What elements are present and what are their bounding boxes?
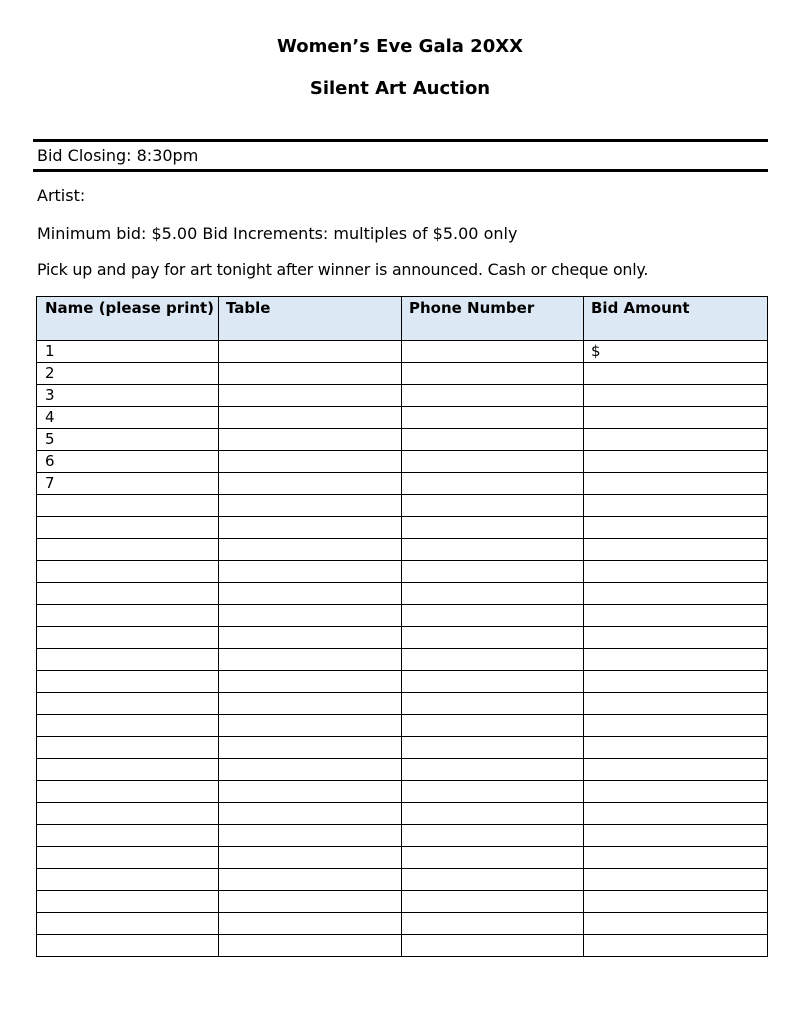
name-cell[interactable] bbox=[37, 517, 219, 539]
table-cell[interactable] bbox=[219, 341, 402, 363]
name-cell[interactable] bbox=[37, 539, 219, 561]
phone-cell[interactable] bbox=[402, 451, 584, 473]
name-cell[interactable] bbox=[37, 913, 219, 935]
table-cell[interactable] bbox=[219, 627, 402, 649]
table-row bbox=[37, 451, 768, 473]
phone-cell[interactable] bbox=[402, 869, 584, 891]
table-row bbox=[37, 429, 768, 451]
bid-closing-text: Bid Closing: 8:30pm bbox=[37, 146, 199, 165]
bid-amount-cell[interactable] bbox=[584, 385, 768, 407]
table-cell[interactable] bbox=[219, 737, 402, 759]
phone-cell[interactable] bbox=[402, 561, 584, 583]
name-cell[interactable] bbox=[37, 583, 219, 605]
phone-cell[interactable] bbox=[402, 429, 584, 451]
table-row bbox=[37, 671, 768, 693]
table-row bbox=[37, 385, 768, 407]
table-row bbox=[37, 539, 768, 561]
name-cell[interactable] bbox=[37, 737, 219, 759]
column-header-name: Name (please print) bbox=[37, 297, 219, 341]
bid-amount-cell[interactable] bbox=[584, 715, 768, 737]
phone-cell[interactable] bbox=[402, 341, 584, 363]
table-row bbox=[37, 583, 768, 605]
bid-amount-cell[interactable] bbox=[584, 627, 768, 649]
table-row bbox=[37, 715, 768, 737]
phone-cell[interactable] bbox=[402, 363, 584, 385]
pickup-instructions: Pick up and pay for art tonight after winner is announced. Cash or cheque only. bbox=[37, 260, 649, 279]
phone-cell[interactable] bbox=[402, 693, 584, 715]
divider-bottom bbox=[33, 169, 768, 172]
name-cell[interactable]: 2 bbox=[37, 363, 219, 385]
bid-amount-cell[interactable] bbox=[584, 495, 768, 517]
bid-amount-cell[interactable] bbox=[584, 363, 768, 385]
table-row bbox=[37, 649, 768, 671]
table-row bbox=[37, 759, 768, 781]
table-cell[interactable] bbox=[219, 803, 402, 825]
name-cell[interactable] bbox=[37, 803, 219, 825]
name-cell[interactable] bbox=[37, 847, 219, 869]
table-cell[interactable] bbox=[219, 517, 402, 539]
bid-table-header bbox=[37, 297, 768, 341]
bid-amount-cell[interactable] bbox=[584, 605, 768, 627]
name-cell[interactable] bbox=[37, 495, 219, 517]
phone-cell[interactable] bbox=[402, 825, 584, 847]
phone-cell[interactable] bbox=[402, 715, 584, 737]
bid-amount-cell[interactable] bbox=[584, 891, 768, 913]
table-row bbox=[37, 781, 768, 803]
table-row bbox=[37, 803, 768, 825]
bid-amount-cell[interactable] bbox=[584, 737, 768, 759]
bid-amount-cell[interactable] bbox=[584, 649, 768, 671]
phone-cell[interactable] bbox=[402, 671, 584, 693]
table-cell[interactable] bbox=[219, 385, 402, 407]
phone-cell[interactable] bbox=[402, 517, 584, 539]
table-cell[interactable] bbox=[219, 451, 402, 473]
phone-cell[interactable] bbox=[402, 583, 584, 605]
phone-cell[interactable] bbox=[402, 649, 584, 671]
table-row bbox=[37, 561, 768, 583]
table-cell[interactable] bbox=[219, 495, 402, 517]
bid-amount-cell[interactable] bbox=[584, 407, 768, 429]
table-cell[interactable] bbox=[219, 935, 402, 957]
bid-amount-cell[interactable]: $ bbox=[584, 341, 768, 363]
name-cell[interactable]: 4 bbox=[37, 407, 219, 429]
phone-cell[interactable] bbox=[402, 803, 584, 825]
table-row bbox=[37, 737, 768, 759]
column-header-table: Table bbox=[219, 297, 402, 341]
bid-amount-cell[interactable] bbox=[584, 759, 768, 781]
table-cell[interactable] bbox=[219, 473, 402, 495]
bid-amount-cell[interactable] bbox=[584, 583, 768, 605]
page-subtitle: Silent Art Auction bbox=[309, 78, 491, 99]
bid-amount-cell[interactable] bbox=[584, 935, 768, 957]
table-row bbox=[37, 935, 768, 957]
bid-amount-cell[interactable] bbox=[584, 693, 768, 715]
bid-amount-cell[interactable] bbox=[584, 869, 768, 891]
table-cell[interactable] bbox=[219, 363, 402, 385]
table-row bbox=[37, 869, 768, 891]
table-row bbox=[37, 517, 768, 539]
name-cell[interactable] bbox=[37, 891, 219, 913]
table-row bbox=[37, 847, 768, 869]
table-row bbox=[37, 627, 768, 649]
phone-cell[interactable] bbox=[402, 407, 584, 429]
name-cell[interactable]: 5 bbox=[37, 429, 219, 451]
bid-amount-cell[interactable] bbox=[584, 671, 768, 693]
table-cell[interactable] bbox=[219, 671, 402, 693]
name-cell[interactable] bbox=[37, 825, 219, 847]
bid-amount-cell[interactable] bbox=[584, 825, 768, 847]
minimum-bid-text: Minimum bid: $5.00 Bid Increments: multiples of $5.00 only bbox=[37, 224, 518, 243]
bid-amount-cell[interactable] bbox=[584, 847, 768, 869]
name-cell[interactable]: 1 bbox=[37, 341, 219, 363]
table-cell[interactable] bbox=[219, 429, 402, 451]
table-row bbox=[37, 825, 768, 847]
phone-cell[interactable] bbox=[402, 737, 584, 759]
name-cell[interactable] bbox=[37, 627, 219, 649]
table-cell[interactable] bbox=[219, 869, 402, 891]
name-cell[interactable] bbox=[37, 561, 219, 583]
bid-amount-cell[interactable] bbox=[584, 781, 768, 803]
table-row bbox=[37, 693, 768, 715]
table-cell[interactable] bbox=[219, 583, 402, 605]
name-cell[interactable] bbox=[37, 869, 219, 891]
table-cell[interactable] bbox=[219, 781, 402, 803]
name-cell[interactable] bbox=[37, 649, 219, 671]
table-row bbox=[37, 407, 768, 429]
divider-top bbox=[33, 139, 768, 142]
phone-cell[interactable] bbox=[402, 495, 584, 517]
bid-table bbox=[36, 296, 768, 957]
table-cell[interactable] bbox=[219, 759, 402, 781]
phone-cell[interactable] bbox=[402, 539, 584, 561]
table-cell[interactable] bbox=[219, 561, 402, 583]
bid-amount-cell[interactable] bbox=[584, 539, 768, 561]
name-cell[interactable]: 6 bbox=[37, 451, 219, 473]
column-header-phone: Phone Number bbox=[402, 297, 584, 341]
name-cell[interactable] bbox=[37, 759, 219, 781]
name-cell[interactable] bbox=[37, 693, 219, 715]
table-cell[interactable] bbox=[219, 605, 402, 627]
column-header-bid-amount: Bid Amount bbox=[584, 297, 768, 341]
table-row bbox=[37, 363, 768, 385]
phone-cell[interactable] bbox=[402, 781, 584, 803]
phone-cell[interactable] bbox=[402, 759, 584, 781]
phone-cell[interactable] bbox=[402, 891, 584, 913]
table-row bbox=[37, 341, 768, 363]
name-cell[interactable] bbox=[37, 715, 219, 737]
table-row bbox=[37, 913, 768, 935]
table-row bbox=[37, 473, 768, 495]
name-cell[interactable]: 3 bbox=[37, 385, 219, 407]
bid-amount-cell[interactable] bbox=[584, 429, 768, 451]
bid-amount-cell[interactable] bbox=[584, 561, 768, 583]
phone-cell[interactable] bbox=[402, 935, 584, 957]
table-cell[interactable] bbox=[219, 693, 402, 715]
table-cell[interactable] bbox=[219, 825, 402, 847]
table-cell[interactable] bbox=[219, 539, 402, 561]
table-cell[interactable] bbox=[219, 407, 402, 429]
table-cell[interactable] bbox=[219, 847, 402, 869]
table-row bbox=[37, 605, 768, 627]
phone-cell[interactable] bbox=[402, 627, 584, 649]
bid-amount-cell[interactable] bbox=[584, 803, 768, 825]
name-cell[interactable] bbox=[37, 671, 219, 693]
phone-cell[interactable] bbox=[402, 847, 584, 869]
name-cell[interactable] bbox=[37, 781, 219, 803]
artist-label: Artist: bbox=[37, 186, 86, 205]
table-cell[interactable] bbox=[219, 891, 402, 913]
phone-cell[interactable] bbox=[402, 473, 584, 495]
table-cell[interactable] bbox=[219, 913, 402, 935]
bid-amount-cell[interactable] bbox=[584, 517, 768, 539]
phone-cell[interactable] bbox=[402, 385, 584, 407]
table-cell[interactable] bbox=[219, 649, 402, 671]
phone-cell[interactable] bbox=[402, 913, 584, 935]
bid-amount-cell[interactable] bbox=[584, 473, 768, 495]
bid-amount-cell[interactable] bbox=[584, 451, 768, 473]
name-cell[interactable] bbox=[37, 935, 219, 957]
table-cell[interactable] bbox=[219, 715, 402, 737]
phone-cell[interactable] bbox=[402, 605, 584, 627]
table-row bbox=[37, 891, 768, 913]
name-cell[interactable]: 7 bbox=[37, 473, 219, 495]
page-title: Women’s Eve Gala 20XX bbox=[277, 36, 523, 57]
name-cell[interactable] bbox=[37, 605, 219, 627]
table-row bbox=[37, 495, 768, 517]
bid-amount-cell[interactable] bbox=[584, 913, 768, 935]
